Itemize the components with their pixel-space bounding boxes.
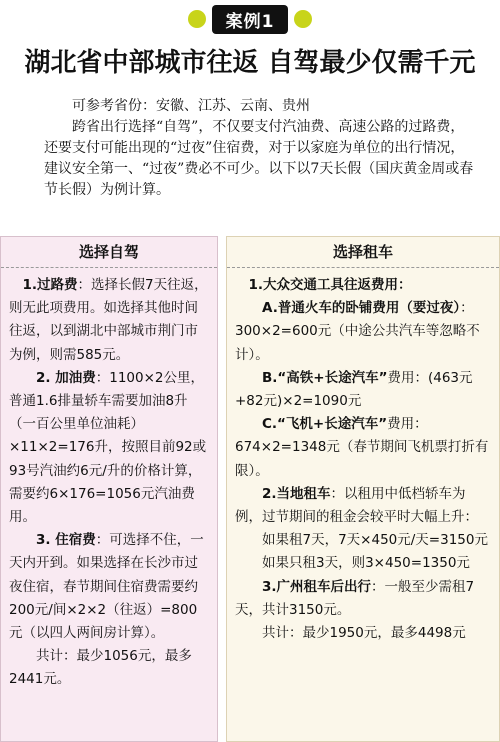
rental-heading: 选择租车 [227, 237, 499, 268]
train-title: A.普通火车的卧铺费用（要过夜） [262, 300, 461, 317]
intro-provinces: 可参考省份：安徽、江苏、云南、贵州 [72, 98, 310, 114]
toll-title: 1.过路费 [22, 277, 78, 293]
case-tag: 案例1 [212, 5, 289, 34]
guangzhou-title: 3.广州租车后出行 [262, 578, 372, 595]
fuel-section [9, 367, 209, 529]
train-section [235, 297, 491, 367]
rail-bus-text: 费用：(463元+82元)×2=1090元 [235, 369, 473, 410]
rent-7-days: 如果租7天，7天×450元/天=3150元 [262, 532, 488, 549]
lodging-title: 3. 住宿费 [36, 532, 96, 549]
train-text: ：300×2=600元（中途公共汽车等忽略不计）。 [235, 300, 480, 363]
rental-column [226, 236, 500, 742]
right-dot-icon [294, 10, 312, 28]
public-transport-title: 1.大众交通工具往返费用： [248, 277, 412, 293]
rail-bus-title: B.“高铁+长途汽车” [262, 369, 388, 386]
toll-section [9, 274, 209, 367]
rental-total: 共计：最少1950元，最多4498元 [262, 625, 466, 642]
self-drive-heading: 选择自驾 [1, 237, 217, 268]
local-rental-text: ：以租用中低档轿车为例，过节期间的租金会较平时大幅上升： [235, 485, 478, 526]
lodging-text: ：可选择不住，一天内开到。如果选择在长沙市过夜住宿，春节期间住宿费需要约200元/间×2×2（往返）=800元（以四人两间房计算）。 [9, 532, 204, 642]
plane-bus-section [235, 413, 491, 483]
rent-3-days: 如果只租3天，则3×450=1350元 [262, 555, 470, 572]
self-drive-total: 共计：最少1056元，最多2441元。 [9, 648, 192, 688]
intro-block [44, 96, 474, 201]
fuel-title: 2. 加油费 [36, 369, 96, 386]
local-rental-title: 2.当地租车 [262, 485, 331, 502]
plane-bus-text: 费用：674×2=1348元（春节期间飞机票打折有限）。 [235, 416, 489, 479]
guangzhou-section [235, 576, 491, 622]
guangzhou-text: ：一般至少需租7天，共计3150元。 [235, 578, 475, 618]
plane-bus-title: C.“飞机+长途汽车” [262, 416, 388, 433]
toll-text: ：选择长假7天往返，则无此项费用。如选择其他时间往返，以到湖北中部城市荆门市为例，则需585元。 [9, 277, 208, 363]
article-title: 湖北省中部城市往返 自驾最少仅需千元 [24, 48, 476, 78]
case-tag-row [0, 6, 500, 32]
intro-paragraph: 跨省出行选择“自驾”，不仅要支付汽油费、高速公路的过路费，还要支付可能出现的“过夜”住宿费，对于以家庭为单位的出行情况，建议安全第一、“过夜”费必不可少。以下以7天长假（国庆黄金周或春节长假）为例计算。 [44, 119, 474, 198]
left-dot-icon [188, 10, 206, 28]
lodging-section [9, 529, 209, 645]
rail-bus-section [235, 367, 491, 413]
local-rental-section [235, 483, 491, 529]
fuel-text: ：1100×2公里，普通1.6排量轿车需要加油8升（一百公里单位油耗）×11×2=176升，按照目前92或93号汽油约6元/升的价格计算，需要约6×176=1056元汽油费用。 [9, 369, 207, 526]
self-drive-column [0, 236, 218, 742]
